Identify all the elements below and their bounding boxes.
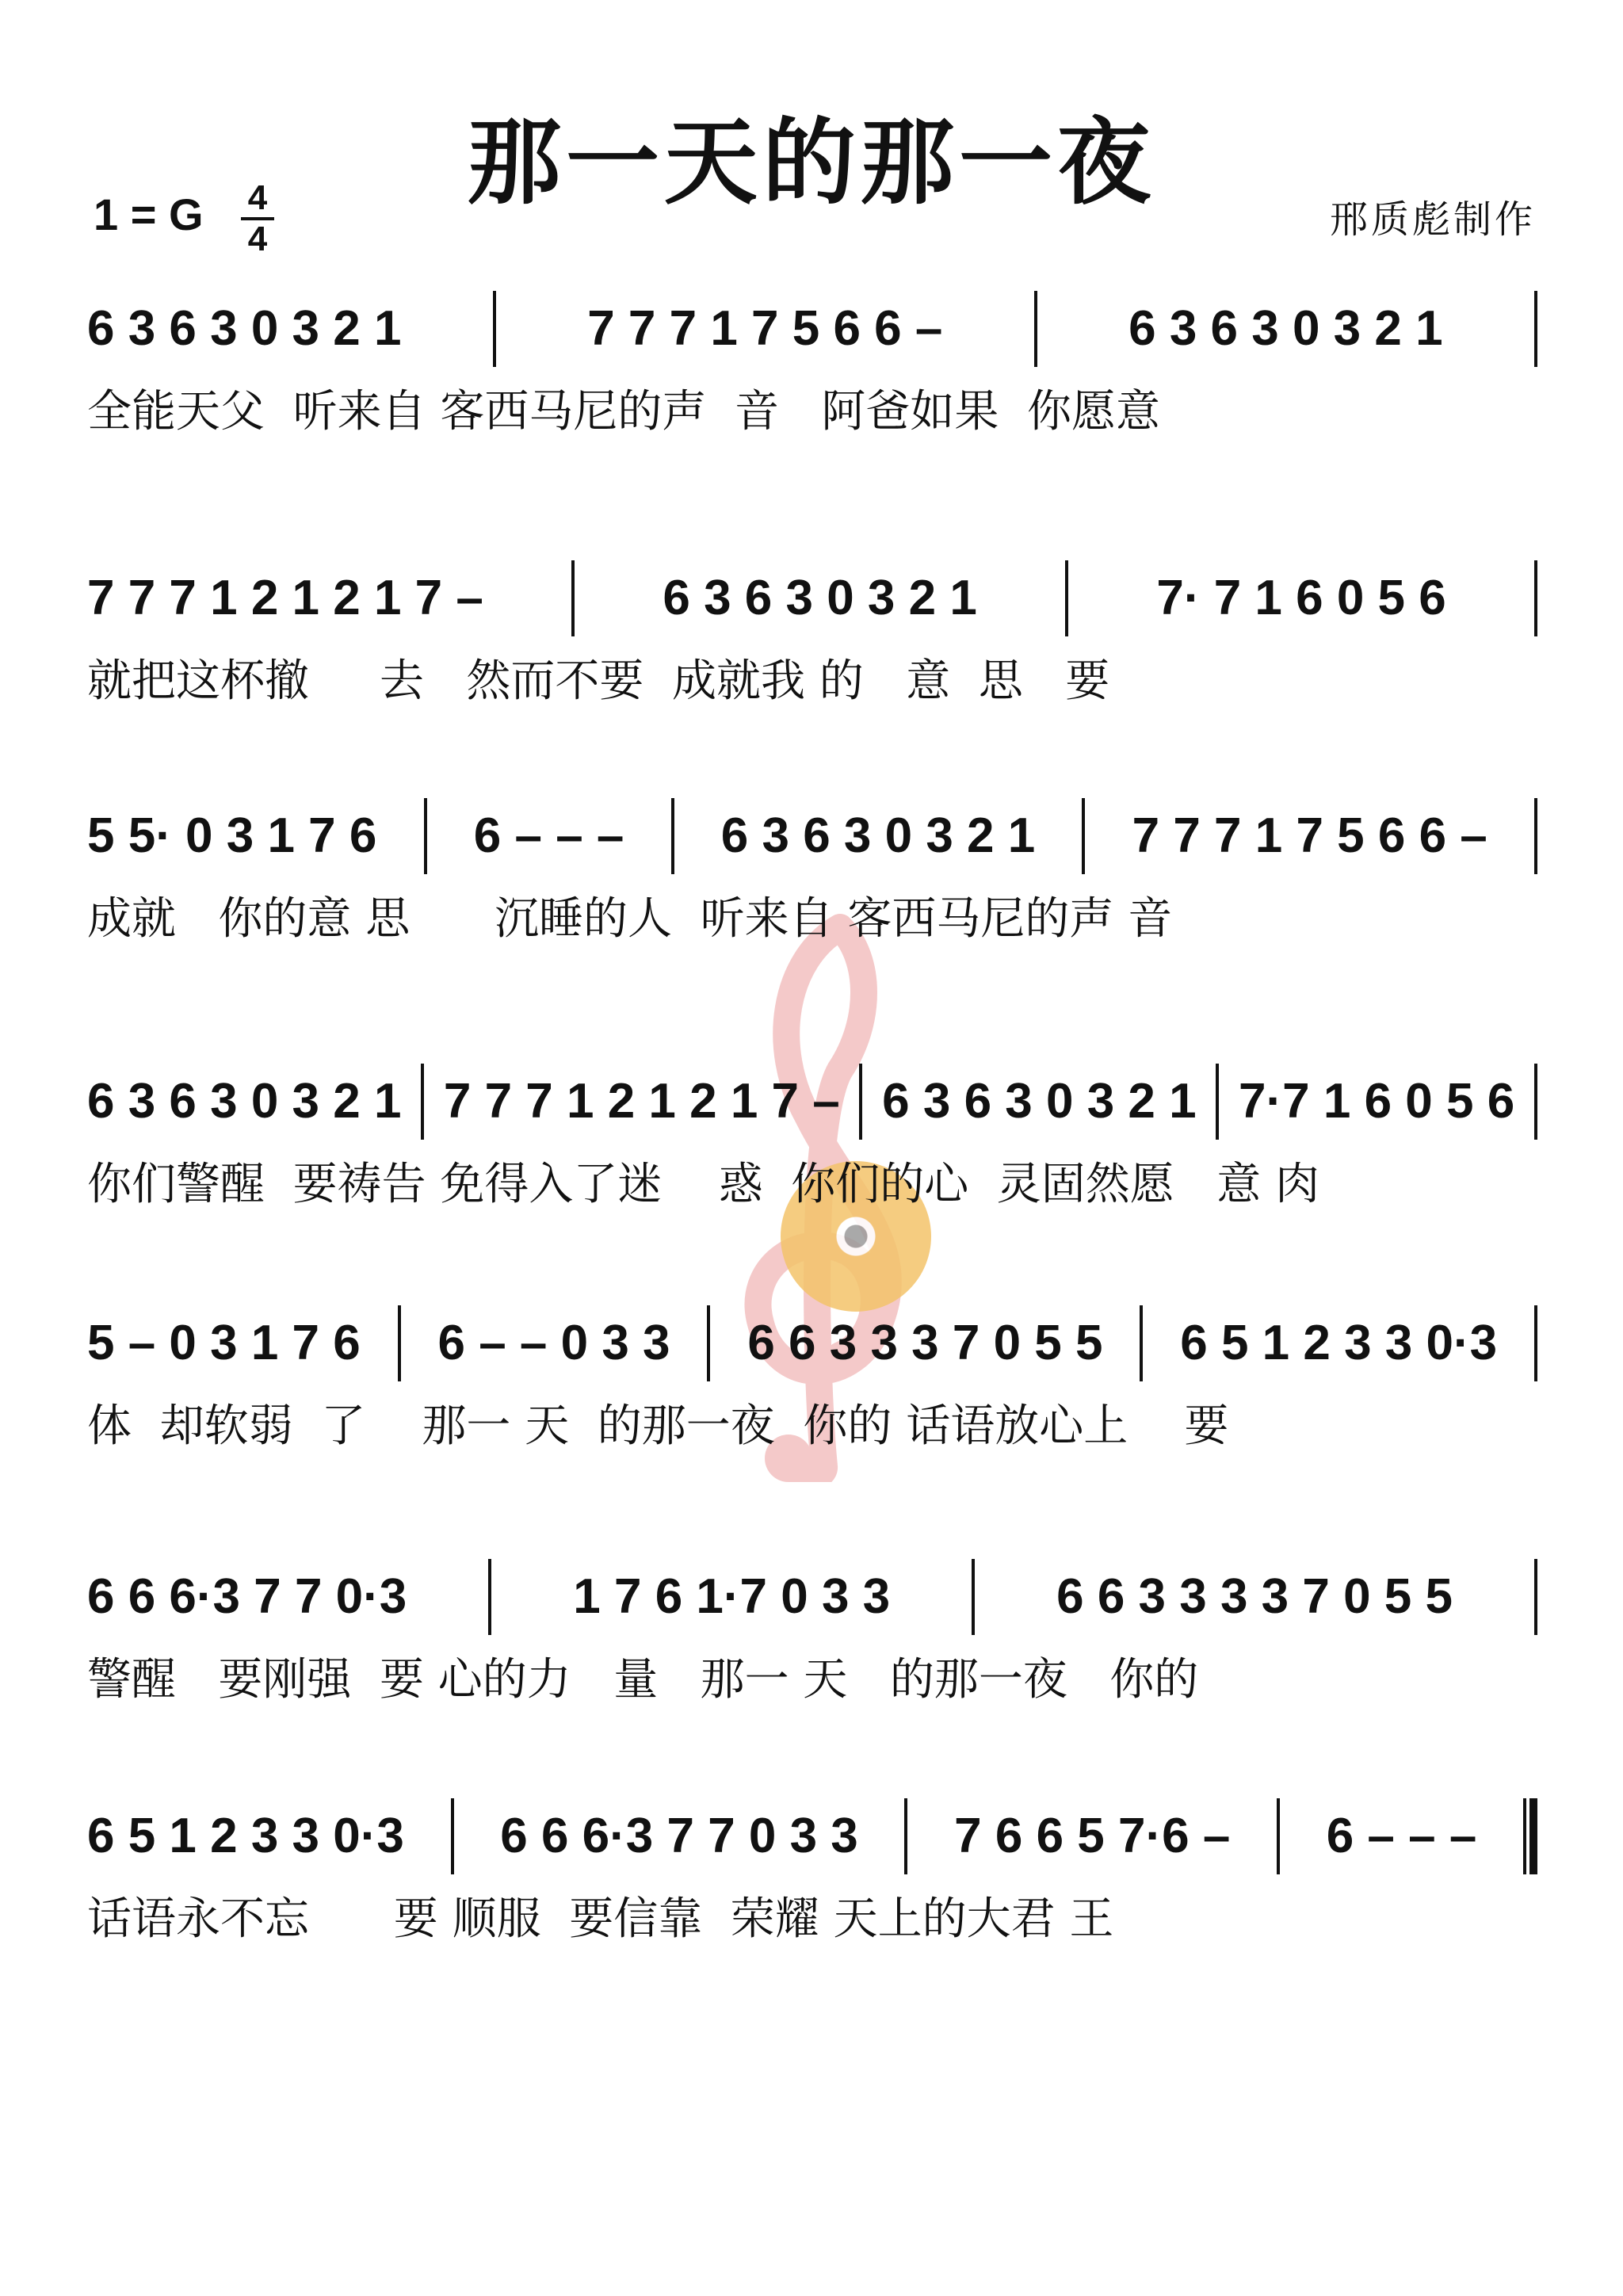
barline xyxy=(1534,1305,1537,1381)
barline xyxy=(1534,1064,1537,1140)
measure: 1 7 6 1·7 0 3 3 xyxy=(573,1569,891,1624)
lyrics-line: 警醒 要刚强 要 心的力 量 那一 天 的那一夜 你的 xyxy=(87,1654,1199,1706)
measure: 6 – – – xyxy=(1326,1809,1477,1863)
measure: 6 3 6 3 0 3 2 1 xyxy=(720,808,1036,863)
measure: 7 7 7 1 2 1 2 1 7 – xyxy=(87,571,483,625)
barline xyxy=(1534,798,1537,874)
measure: 5 – 0 3 1 7 6 xyxy=(87,1316,361,1370)
barline xyxy=(488,1559,491,1635)
barline xyxy=(398,1305,401,1381)
final-barline xyxy=(1523,1798,1537,1874)
measure: 6 3 6 3 0 3 2 1 xyxy=(1128,301,1443,356)
barline xyxy=(424,798,427,874)
barline xyxy=(571,560,575,636)
measure: 6 3 6 3 0 3 2 1 xyxy=(663,571,977,625)
notation-line xyxy=(87,1300,1537,1387)
measure: 7·7 1 6 0 5 6 xyxy=(1239,1074,1515,1129)
lyrics-line: 全能天父 听来自 客西马尼的声 音 阿爸如果 你愿意 xyxy=(87,386,1161,437)
barline xyxy=(493,291,496,367)
author-credit: 邢质彪制作 xyxy=(1329,197,1536,242)
barline xyxy=(1277,1798,1280,1874)
time-signature xyxy=(238,178,277,258)
measure: 6 6 6·3 7 7 0 3 3 xyxy=(500,1809,858,1863)
barline xyxy=(904,1798,907,1874)
measure: 7 7 7 1 2 1 2 1 7 – xyxy=(443,1074,840,1129)
measure: 7· 7 1 6 0 5 6 xyxy=(1156,571,1446,625)
measure: 6 – – 0 3 3 xyxy=(437,1316,670,1370)
notation-line xyxy=(87,1793,1537,1880)
lyrics-line: 体 却软弱 了 那一 天 的那一夜 你的 话语放心上 要 xyxy=(87,1400,1229,1452)
barline xyxy=(1216,1064,1219,1140)
time-signature-top: 4 xyxy=(247,178,268,217)
lyrics-line: 就把这杯撤 去 然而不要 成就我 的 意 思 要 xyxy=(87,655,1110,707)
notation-line xyxy=(87,285,1537,372)
barline xyxy=(1034,291,1037,367)
notation-line xyxy=(87,793,1537,880)
measure: 7 7 7 1 7 5 6 6 – xyxy=(587,301,943,356)
notation-line xyxy=(87,555,1537,642)
barline xyxy=(1534,1559,1537,1635)
measure: 5 5· 0 3 1 7 6 xyxy=(87,808,377,863)
measure: 6 3 6 3 0 3 2 1 xyxy=(87,301,402,356)
lyrics-line: 成就 你的意 思 沉睡的人 听来自 客西马尼的声 音 xyxy=(87,893,1173,945)
barline xyxy=(859,1064,862,1140)
notation-line xyxy=(87,1058,1537,1145)
time-signature-bottom: 4 xyxy=(247,220,268,258)
lyrics-line: 你们警醒 要祷告 免得入了迷 惑 你们的心 灵固然愿 意 肉 xyxy=(87,1159,1320,1210)
measure: 6 3 6 3 0 3 2 1 xyxy=(882,1074,1197,1129)
key-signature: 1 = G xyxy=(94,189,204,239)
barline xyxy=(1534,560,1537,636)
measure: 6 6 6·3 7 7 0·3 xyxy=(87,1569,407,1624)
lyrics-line: 话语永不忘 要 顺服 要信靠 荣耀 天上的大君 王 xyxy=(87,1893,1114,1945)
barline xyxy=(1534,291,1537,367)
measure: 6 5 1 2 3 3 0·3 xyxy=(1180,1316,1498,1370)
measure: 6 – – – xyxy=(473,808,624,863)
barline xyxy=(421,1064,424,1140)
measure: 6 5 1 2 3 3 0·3 xyxy=(87,1809,404,1863)
measure: 6 6 3 3 3 3 7 0 5 5 xyxy=(1056,1569,1453,1624)
barline xyxy=(972,1559,975,1635)
song-title: 那一天的那一夜 xyxy=(467,108,1155,217)
barline xyxy=(1082,798,1085,874)
barline xyxy=(451,1798,454,1874)
measure: 7 7 7 1 7 5 6 6 – xyxy=(1132,808,1487,863)
measure: 7 6 6 5 7·6 – xyxy=(954,1809,1231,1863)
measure: 6 3 6 3 0 3 2 1 xyxy=(87,1074,402,1129)
barline xyxy=(707,1305,710,1381)
barline xyxy=(671,798,674,874)
barline xyxy=(1140,1305,1143,1381)
measure: 6 6 3 3 3 7 0 5 5 xyxy=(747,1316,1103,1370)
barline xyxy=(1065,560,1068,636)
notation-line xyxy=(87,1553,1537,1641)
